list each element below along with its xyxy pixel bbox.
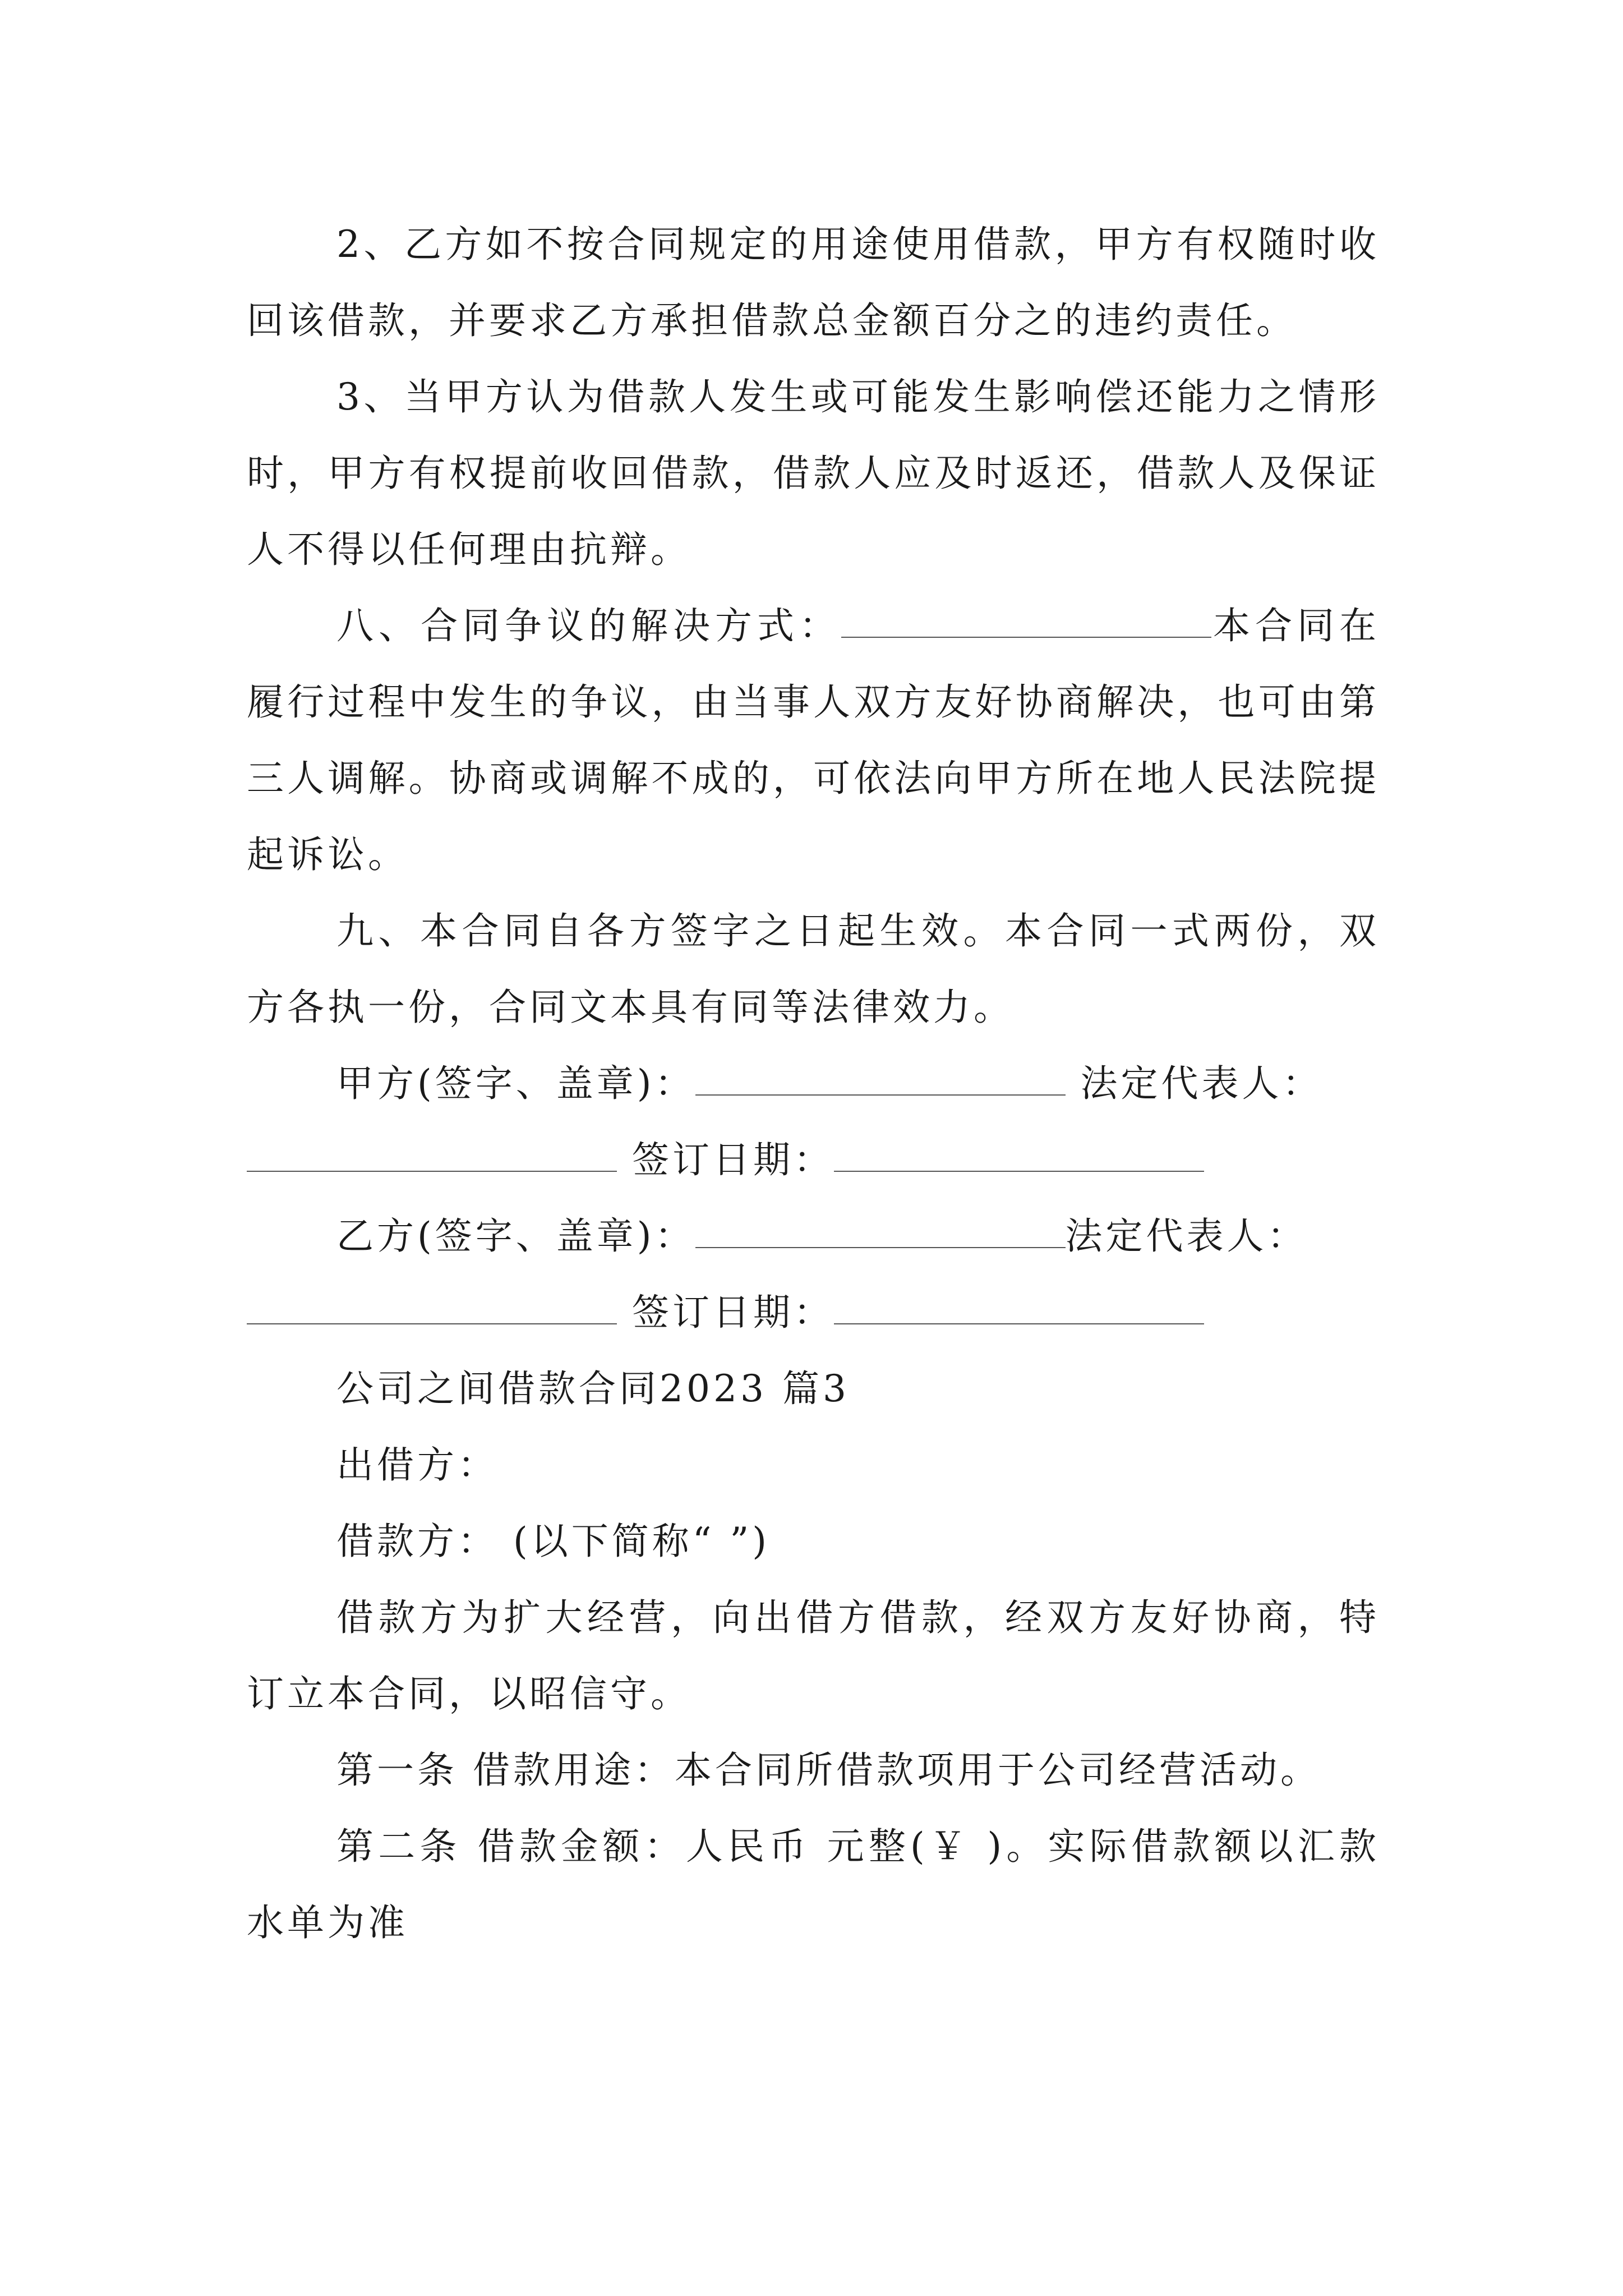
party-b-date-line	[247, 1274, 1380, 1351]
party-b-date-blank	[834, 1323, 1204, 1324]
dispute-method-blank	[841, 636, 1211, 638]
clause-9: 九、本合同自各方签字之日起生效。本合同一式两份，双方各执一份，合同文本具有同等法律效力。	[247, 909, 1380, 1029]
party-a-signature-blank	[695, 1094, 1066, 1096]
party-b-date-label: 签订日期：	[631, 1291, 834, 1334]
section-3-title: 公司之间借款合同2023 篇3	[336, 1367, 850, 1410]
party-b-signature-line	[247, 1198, 1380, 1274]
document-page	[247, 206, 1380, 1961]
party-a-signature-line	[247, 1046, 1380, 1122]
clause-7-3: 3、当甲方认为借款人发生或可能发生影响偿还能力之情形时，甲方有权提前收回借款，借款人应及时返还，借款人及保证人不得以任何理由抗辩。	[247, 375, 1380, 571]
article-1: 第一条 借款用途：本合同所借款项用于公司经营活动。	[336, 1749, 1321, 1792]
clause-7-2: 2、乙方如不按合同规定的用途使用借款，甲方有权随时收回该借款，并要求乙方承担借款总金额百分之的违约责任。	[247, 223, 1380, 342]
party-b-rep-blank	[247, 1323, 617, 1324]
borrower-line: 借款方： (以下简称“ ”)	[336, 1520, 770, 1563]
party-b-label: 乙方(签字、盖章)：	[336, 1214, 695, 1258]
clause-8-body: 本合同在履行过程中发生的争议，由当事人双方友好协商解决，也可由第三人调解。协商或调解不成的，可依法向甲方所在地人民法院提起诉讼。	[247, 604, 1380, 876]
party-a-rep-blank	[247, 1170, 617, 1172]
party-a-rep-label: 法定代表人：	[1080, 1062, 1323, 1105]
article-2: 第二条 借款金额：人民币 元整(￥ )。实际借款额以汇款水单为准	[247, 1825, 1380, 1944]
clause-8-heading: 八、合同争议的解决方式：	[336, 604, 841, 647]
lender-line: 出借方：	[336, 1443, 498, 1487]
party-b-signature-blank	[695, 1246, 1066, 1248]
party-a-date-line	[247, 1122, 1380, 1198]
section-3-intro: 借款方为扩大经营，向出借方借款，经双方友好协商，特订立本合同，以昭信守。	[247, 1596, 1380, 1715]
party-a-date-label: 签订日期：	[631, 1138, 834, 1181]
party-a-label: 甲方(签字、盖章)：	[336, 1062, 695, 1105]
party-b-rep-label: 法定代表人：	[1065, 1214, 1308, 1258]
party-a-date-blank	[834, 1170, 1204, 1172]
clause-8	[247, 588, 1380, 893]
